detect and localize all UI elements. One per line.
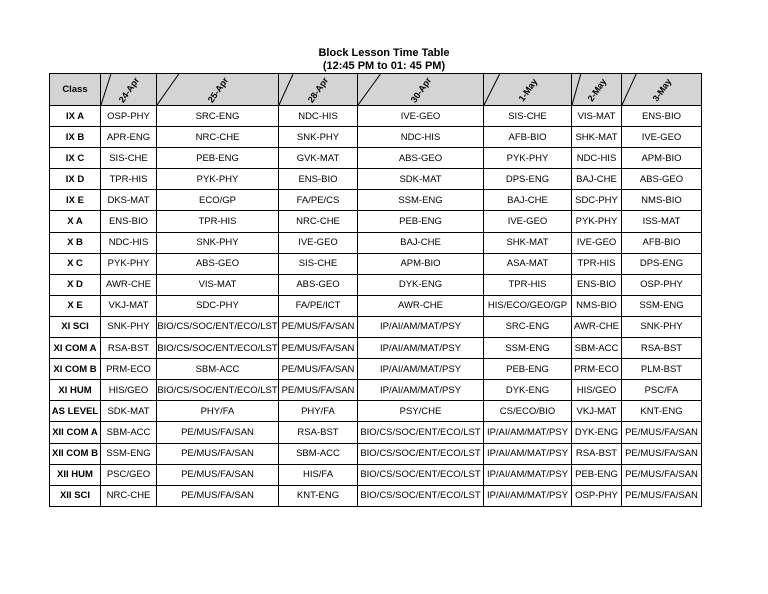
- lesson-cell: APM-BIO: [622, 148, 702, 169]
- table-row: [50, 485, 702, 506]
- lesson-cell: SIS-CHE: [101, 148, 157, 169]
- lesson-cell: PYK-PHY: [572, 211, 622, 232]
- lesson-cell: RSA-BST: [572, 443, 622, 464]
- lesson-cell: VKJ-MAT: [101, 295, 157, 316]
- class-cell: IX E: [50, 190, 101, 211]
- lesson-cell: DKS-MAT: [101, 190, 157, 211]
- lesson-cell: NMS-BIO: [622, 190, 702, 211]
- date-header: [157, 74, 279, 106]
- class-cell: X C: [50, 253, 101, 274]
- lesson-cell: PSC/FA: [622, 380, 702, 401]
- table-row: [50, 422, 702, 443]
- table-row: [50, 190, 702, 211]
- lesson-cell: TPR-HIS: [157, 211, 279, 232]
- lesson-cell: HIS/GEO: [101, 380, 157, 401]
- timetable: [49, 73, 702, 507]
- lesson-cell: OSP-PHY: [622, 274, 702, 295]
- lesson-cell: DYK-ENG: [484, 380, 572, 401]
- table-row: [50, 169, 702, 190]
- lesson-cell: PE/MUS/FA/SAN: [157, 422, 279, 443]
- lesson-cell: IP/AI/AM/MAT/PSY: [358, 380, 484, 401]
- table-row: [50, 148, 702, 169]
- lesson-cell: HIS/GEO: [572, 380, 622, 401]
- lesson-cell: IP/AI/AM/MAT/PSY: [358, 359, 484, 380]
- page-title: Block Lesson Time Table: [318, 47, 450, 59]
- lesson-cell: PLM-BST: [622, 359, 702, 380]
- class-cell: XII COM B: [50, 443, 101, 464]
- lesson-cell: NRC-CHE: [157, 127, 279, 148]
- lesson-cell: IP/AI/AM/MAT/PSY: [484, 485, 572, 506]
- lesson-cell: SDC-PHY: [572, 190, 622, 211]
- table-row: [50, 338, 702, 359]
- lesson-cell: DYK-ENG: [358, 274, 484, 295]
- lesson-cell: SIS-CHE: [279, 253, 358, 274]
- lesson-cell: AWR-CHE: [572, 316, 622, 337]
- lesson-cell: IVE-GEO: [622, 127, 702, 148]
- lesson-cell: PE/MUS/FA/SAN: [622, 443, 702, 464]
- lesson-cell: IP/AI/AM/MAT/PSY: [358, 316, 484, 337]
- lesson-cell: AWR-CHE: [101, 274, 157, 295]
- table-row: [50, 295, 702, 316]
- lesson-cell: KNT-ENG: [279, 485, 358, 506]
- lesson-cell: PE/MUS/FA/SAN: [279, 338, 358, 359]
- lesson-cell: NDC-HIS: [279, 106, 358, 127]
- date-header: [279, 74, 358, 106]
- lesson-cell: IP/AI/AM/MAT/PSY: [484, 443, 572, 464]
- lesson-cell: ABS-GEO: [622, 169, 702, 190]
- lesson-cell: BAJ-CHE: [572, 169, 622, 190]
- table-row: [50, 464, 702, 485]
- lesson-cell: IVE-GEO: [572, 232, 622, 253]
- lesson-cell: PE/MUS/FA/SAN: [157, 485, 279, 506]
- class-cell: X E: [50, 295, 101, 316]
- date-header: [358, 74, 484, 106]
- lesson-cell: OSP-PHY: [572, 485, 622, 506]
- lesson-cell: PE/MUS/FA/SAN: [279, 380, 358, 401]
- timetable-header: [50, 74, 702, 106]
- lesson-cell: SDK-MAT: [101, 401, 157, 422]
- timetable-body: [50, 106, 702, 507]
- class-cell: X D: [50, 274, 101, 295]
- class-cell: X B: [50, 232, 101, 253]
- lesson-cell: PE/MUS/FA/SAN: [622, 422, 702, 443]
- lesson-cell: SHK-MAT: [572, 127, 622, 148]
- class-cell: IX C: [50, 148, 101, 169]
- lesson-cell: IVE-GEO: [358, 106, 484, 127]
- lesson-cell: SIS-CHE: [484, 106, 572, 127]
- lesson-cell: BIO/CS/SOC/ENT/ECO/LST: [157, 316, 279, 337]
- lesson-cell: PSC/GEO: [101, 464, 157, 485]
- lesson-cell: PEB-ENG: [484, 359, 572, 380]
- lesson-cell: DPS-ENG: [484, 169, 572, 190]
- date-header: [484, 74, 572, 106]
- lesson-cell: SNK-PHY: [279, 127, 358, 148]
- lesson-cell: SBM-ACC: [101, 422, 157, 443]
- lesson-cell: IP/AI/AM/MAT/PSY: [358, 338, 484, 359]
- lesson-cell: CS/ECO/BIO: [484, 401, 572, 422]
- lesson-cell: SBM-ACC: [157, 359, 279, 380]
- date-label: 2-May: [585, 76, 608, 103]
- class-cell: XII HUM: [50, 464, 101, 485]
- table-row: [50, 359, 702, 380]
- lesson-cell: NDC-HIS: [101, 232, 157, 253]
- class-cell: XI HUM: [50, 380, 101, 401]
- lesson-cell: SDC-PHY: [157, 295, 279, 316]
- lesson-cell: APM-BIO: [358, 253, 484, 274]
- date-header: [572, 74, 622, 106]
- lesson-cell: VIS-MAT: [157, 274, 279, 295]
- lesson-cell: ENS-BIO: [572, 274, 622, 295]
- lesson-cell: SDK-MAT: [358, 169, 484, 190]
- lesson-cell: BIO/CS/SOC/ENT/ECO/LST: [358, 422, 484, 443]
- lesson-cell: VIS-MAT: [572, 106, 622, 127]
- class-cell: X A: [50, 211, 101, 232]
- lesson-cell: PYK-PHY: [157, 169, 279, 190]
- class-cell: XI COM B: [50, 359, 101, 380]
- class-column-header: Class: [50, 74, 101, 106]
- lesson-cell: SSM-ENG: [622, 295, 702, 316]
- lesson-cell: ISS-MAT: [622, 211, 702, 232]
- lesson-cell: NDC-HIS: [572, 148, 622, 169]
- lesson-cell: HIS/FA: [279, 464, 358, 485]
- lesson-cell: PHY/FA: [157, 401, 279, 422]
- lesson-cell: ENS-BIO: [279, 169, 358, 190]
- lesson-cell: AWR-CHE: [358, 295, 484, 316]
- lesson-cell: PEB-ENG: [572, 464, 622, 485]
- page-subtitle: (12:45 PM to 01: 45 PM): [322, 60, 446, 72]
- table-row: [50, 274, 702, 295]
- lesson-cell: BAJ-CHE: [484, 190, 572, 211]
- lesson-cell: PE/MUS/FA/SAN: [157, 464, 279, 485]
- lesson-cell: NRC-CHE: [101, 485, 157, 506]
- lesson-cell: IP/AI/AM/MAT/PSY: [484, 464, 572, 485]
- lesson-cell: ASA-MAT: [484, 253, 572, 274]
- lesson-cell: PRM-ECO: [572, 359, 622, 380]
- lesson-cell: NRC-CHE: [279, 211, 358, 232]
- lesson-cell: KNT-ENG: [622, 401, 702, 422]
- lesson-cell: PYK-PHY: [484, 148, 572, 169]
- lesson-cell: VKJ-MAT: [572, 401, 622, 422]
- table-row: [50, 211, 702, 232]
- lesson-cell: PSY/CHE: [358, 401, 484, 422]
- date-label: 28-Apr: [305, 74, 331, 105]
- lesson-cell: HIS/ECO/GEO/GP: [484, 295, 572, 316]
- lesson-cell: SRC-ENG: [157, 106, 279, 127]
- lesson-cell: SNK-PHY: [157, 232, 279, 253]
- lesson-cell: ENS-BIO: [622, 106, 702, 127]
- lesson-cell: ABS-GEO: [358, 148, 484, 169]
- lesson-cell: PYK-PHY: [101, 253, 157, 274]
- date-label: 3-May: [650, 76, 673, 103]
- date-label: 1-May: [516, 76, 539, 103]
- lesson-cell: PHY/FA: [279, 401, 358, 422]
- lesson-cell: RSA-BST: [622, 338, 702, 359]
- date-label: 24-Apr: [116, 74, 141, 105]
- date-header: [101, 74, 157, 106]
- class-cell: XII SCI: [50, 485, 101, 506]
- lesson-cell: DPS-ENG: [622, 253, 702, 274]
- lesson-cell: PEB-ENG: [358, 211, 484, 232]
- lesson-cell: APR-ENG: [101, 127, 157, 148]
- lesson-cell: SHK-MAT: [484, 232, 572, 253]
- table-row: [50, 127, 702, 148]
- lesson-cell: FA/PE/ICT: [279, 295, 358, 316]
- lesson-cell: BIO/CS/SOC/ENT/ECO/LST: [358, 464, 484, 485]
- lesson-cell: IVE-GEO: [484, 211, 572, 232]
- lesson-cell: RSA-BST: [101, 338, 157, 359]
- lesson-cell: OSP-PHY: [101, 106, 157, 127]
- lesson-cell: NDC-HIS: [358, 127, 484, 148]
- lesson-cell: PEB-ENG: [157, 148, 279, 169]
- lesson-cell: AFB-BIO: [484, 127, 572, 148]
- table-row: [50, 253, 702, 274]
- lesson-cell: DYK-ENG: [572, 422, 622, 443]
- class-cell: IX A: [50, 106, 101, 127]
- lesson-cell: ECO/GP: [157, 190, 279, 211]
- lesson-cell: PE/MUS/FA/SAN: [279, 316, 358, 337]
- class-cell: XI COM A: [50, 338, 101, 359]
- lesson-cell: PE/MUS/FA/SAN: [279, 359, 358, 380]
- lesson-cell: SRC-ENG: [484, 316, 572, 337]
- date-label: 30-Apr: [408, 74, 433, 105]
- lesson-cell: SSM-ENG: [358, 190, 484, 211]
- table-row: [50, 106, 702, 127]
- lesson-cell: PE/MUS/FA/SAN: [622, 485, 702, 506]
- lesson-cell: ENS-BIO: [101, 211, 157, 232]
- lesson-cell: AFB-BIO: [622, 232, 702, 253]
- lesson-cell: IP/AI/AM/MAT/PSY: [484, 422, 572, 443]
- lesson-cell: TPR-HIS: [572, 253, 622, 274]
- class-cell: AS LEVEL: [50, 401, 101, 422]
- table-row: [50, 232, 702, 253]
- lesson-cell: ABS-GEO: [279, 274, 358, 295]
- table-row: [50, 443, 702, 464]
- lesson-cell: IVE-GEO: [279, 232, 358, 253]
- lesson-cell: NMS-BIO: [572, 295, 622, 316]
- class-cell: IX B: [50, 127, 101, 148]
- lesson-cell: SBM-ACC: [572, 338, 622, 359]
- lesson-cell: BIO/CS/SOC/ENT/ECO/LST: [157, 380, 279, 401]
- lesson-cell: BIO/CS/SOC/ENT/ECO/LST: [358, 485, 484, 506]
- header-row: [50, 74, 702, 106]
- lesson-cell: RSA-BST: [279, 422, 358, 443]
- table-row: [50, 380, 702, 401]
- lesson-cell: SNK-PHY: [101, 316, 157, 337]
- lesson-cell: GVK-MAT: [279, 148, 358, 169]
- lesson-cell: ABS-GEO: [157, 253, 279, 274]
- lesson-cell: SBM-ACC: [279, 443, 358, 464]
- lesson-cell: BIO/CS/SOC/ENT/ECO/LST: [157, 338, 279, 359]
- lesson-cell: BAJ-CHE: [358, 232, 484, 253]
- lesson-cell: SSM-ENG: [101, 443, 157, 464]
- lesson-cell: PRM-ECO: [101, 359, 157, 380]
- lesson-cell: FA/PE/CS: [279, 190, 358, 211]
- class-cell: IX D: [50, 169, 101, 190]
- class-cell: XI SCI: [50, 316, 101, 337]
- lesson-cell: SNK-PHY: [622, 316, 702, 337]
- date-label: 25-Apr: [205, 74, 230, 105]
- lesson-cell: TPR-HIS: [101, 169, 157, 190]
- table-row: [50, 401, 702, 422]
- lesson-cell: SSM-ENG: [484, 338, 572, 359]
- lesson-cell: PE/MUS/FA/SAN: [622, 464, 702, 485]
- lesson-cell: PE/MUS/FA/SAN: [157, 443, 279, 464]
- table-row: [50, 316, 702, 337]
- lesson-cell: BIO/CS/SOC/ENT/ECO/LST: [358, 443, 484, 464]
- lesson-cell: TPR-HIS: [484, 274, 572, 295]
- date-header: [622, 74, 702, 106]
- class-cell: XII COM A: [50, 422, 101, 443]
